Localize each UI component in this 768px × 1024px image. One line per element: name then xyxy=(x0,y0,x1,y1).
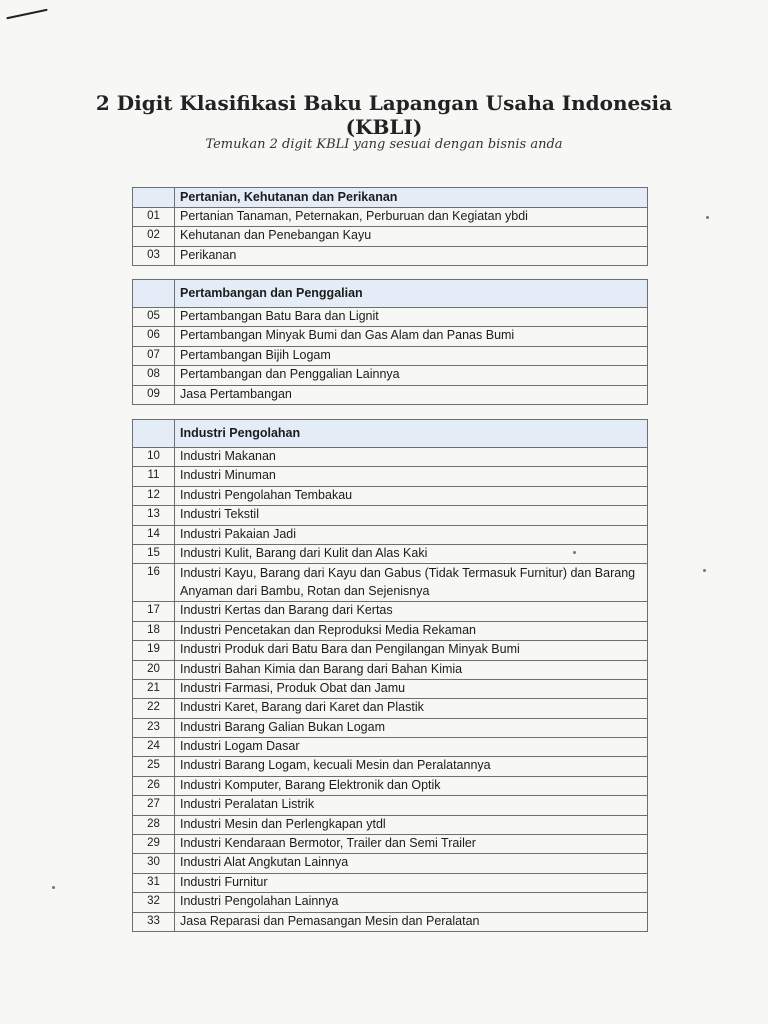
table-row xyxy=(133,699,648,718)
kbli-code: 14 xyxy=(133,525,175,544)
table-row xyxy=(133,346,648,365)
kbli-code: 20 xyxy=(133,660,175,679)
kbli-code: 10 xyxy=(133,448,175,467)
pen-stroke-mark xyxy=(6,9,47,20)
kbli-label: Industri Pencetakan dan Reproduksi Media Rekaman xyxy=(175,621,648,640)
kbli-label: Pertanian Tanaman, Peternakan, Perburuan dan Kegiatan ybdi xyxy=(175,208,648,227)
section-heading: Pertanian, Kehutanan dan Perikanan xyxy=(175,188,648,208)
table-row xyxy=(133,327,648,346)
kbli-code: 11 xyxy=(133,467,175,486)
scan-speck xyxy=(703,569,706,572)
kbli-label: Industri Komputer, Barang Elektronik dan Optik xyxy=(175,776,648,795)
document-title-line-1: 2 Digit Klasifikasi Baku Lapangan Usaha Indonesia xyxy=(95,91,673,115)
table-row xyxy=(133,796,648,815)
document-subtitle: Temukan 2 digit KBLI yang sesuai dengan bisnis anda xyxy=(205,137,563,152)
table-row xyxy=(133,544,648,563)
kbli-code: 21 xyxy=(133,679,175,698)
kbli-label: Pertambangan Batu Bara dan Lignit xyxy=(175,308,648,327)
table-row xyxy=(133,660,648,679)
kbli-label: Perikanan xyxy=(175,246,648,265)
table-row xyxy=(133,621,648,640)
kbli-label: Jasa Pertambangan xyxy=(175,385,648,404)
kbli-code: 23 xyxy=(133,718,175,737)
document-title xyxy=(0,91,768,139)
kbli-label: Industri Kayu, Barang dari Kayu dan Gabus (Tidak Termasuk Furnitur) dan Barang Anyaman dari Bambu, Rotan dan Sejenisnya xyxy=(175,564,648,602)
table-row xyxy=(133,679,648,698)
table-row xyxy=(133,448,648,467)
section-heading: Industri Pengolahan xyxy=(175,420,648,448)
scan-speck xyxy=(706,216,709,219)
kbli-code: 22 xyxy=(133,699,175,718)
kbli-label: Pertambangan Bijih Logam xyxy=(175,346,648,365)
document-title-line-2: (KBLI) xyxy=(345,115,423,139)
section-heading: Pertambangan dan Penggalian xyxy=(175,280,648,308)
kbli-label: Pertambangan dan Penggalian Lainnya xyxy=(175,366,648,385)
kbli-code: 24 xyxy=(133,738,175,757)
kbli-code: 30 xyxy=(133,854,175,873)
section-code-cell xyxy=(133,280,175,308)
kbli-code: 02 xyxy=(133,227,175,246)
table-row xyxy=(133,486,648,505)
kbli-label: Industri Tekstil xyxy=(175,506,648,525)
table-row xyxy=(133,602,648,621)
kbli-label: Industri Karet, Barang dari Karet dan Plastik xyxy=(175,699,648,718)
table-row xyxy=(133,718,648,737)
kbli-table-pertambangan xyxy=(132,279,648,405)
kbli-code: 03 xyxy=(133,246,175,265)
table-row xyxy=(133,506,648,525)
table-row xyxy=(133,385,648,404)
kbli-label: Industri Barang Galian Bukan Logam xyxy=(175,718,648,737)
kbli-label: Jasa Reparasi dan Pemasangan Mesin dan Peralatan xyxy=(175,912,648,931)
kbli-label: Industri Bahan Kimia dan Barang dari Bahan Kimia xyxy=(175,660,648,679)
kbli-code: 07 xyxy=(133,346,175,365)
table-row xyxy=(133,246,648,265)
table-row xyxy=(133,893,648,912)
kbli-label: Kehutanan dan Penebangan Kayu xyxy=(175,227,648,246)
table-row xyxy=(133,308,648,327)
kbli-label: Industri Logam Dasar xyxy=(175,738,648,757)
table-row xyxy=(133,525,648,544)
kbli-code: 15 xyxy=(133,544,175,563)
scan-speck xyxy=(52,886,55,889)
table-row xyxy=(133,641,648,660)
table-row xyxy=(133,912,648,931)
section-header-row xyxy=(133,280,648,308)
section-header-row xyxy=(133,188,648,208)
table-row xyxy=(133,738,648,757)
kbli-code: 01 xyxy=(133,208,175,227)
kbli-code: 27 xyxy=(133,796,175,815)
kbli-label: Industri Peralatan Listrik xyxy=(175,796,648,815)
kbli-label: Industri Furnitur xyxy=(175,873,648,892)
table-row xyxy=(133,366,648,385)
kbli-label: Industri Kulit, Barang dari Kulit dan Alas Kaki xyxy=(175,544,648,563)
kbli-code: 09 xyxy=(133,385,175,404)
kbli-code: 31 xyxy=(133,873,175,892)
kbli-code: 16 xyxy=(133,564,175,602)
table-row xyxy=(133,854,648,873)
kbli-code: 08 xyxy=(133,366,175,385)
kbli-label: Industri Alat Angkutan Lainnya xyxy=(175,854,648,873)
table-row xyxy=(133,776,648,795)
kbli-label: Industri Farmasi, Produk Obat dan Jamu xyxy=(175,679,648,698)
kbli-code: 06 xyxy=(133,327,175,346)
kbli-code: 32 xyxy=(133,893,175,912)
kbli-code: 17 xyxy=(133,602,175,621)
kbli-label: Industri Pengolahan Tembakau xyxy=(175,486,648,505)
kbli-label: Industri Kertas dan Barang dari Kertas xyxy=(175,602,648,621)
kbli-code: 29 xyxy=(133,835,175,854)
kbli-code: 05 xyxy=(133,308,175,327)
kbli-label: Industri Produk dari Batu Bara dan Pengilangan Minyak Bumi xyxy=(175,641,648,660)
kbli-label: Pertambangan Minyak Bumi dan Gas Alam dan Panas Bumi xyxy=(175,327,648,346)
kbli-code: 19 xyxy=(133,641,175,660)
kbli-table-pertanian xyxy=(132,187,648,266)
table-row xyxy=(133,227,648,246)
kbli-label: Industri Pengolahan Lainnya xyxy=(175,893,648,912)
section-header-row xyxy=(133,420,648,448)
kbli-code: 28 xyxy=(133,815,175,834)
kbli-label: Industri Kendaraan Bermotor, Trailer dan Semi Trailer xyxy=(175,835,648,854)
table-row xyxy=(133,815,648,834)
kbli-code: 33 xyxy=(133,912,175,931)
kbli-code: 13 xyxy=(133,506,175,525)
kbli-code: 25 xyxy=(133,757,175,776)
table-row xyxy=(133,467,648,486)
kbli-table-industri xyxy=(132,419,648,932)
kbli-code: 18 xyxy=(133,621,175,640)
kbli-code: 26 xyxy=(133,776,175,795)
section-code-cell xyxy=(133,188,175,208)
table-row xyxy=(133,835,648,854)
kbli-label: Industri Mesin dan Perlengkapan ytdl xyxy=(175,815,648,834)
section-code-cell xyxy=(133,420,175,448)
table-row xyxy=(133,564,648,602)
kbli-label: Industri Makanan xyxy=(175,448,648,467)
table-row xyxy=(133,208,648,227)
table-row xyxy=(133,757,648,776)
kbli-code: 12 xyxy=(133,486,175,505)
kbli-label: Industri Minuman xyxy=(175,467,648,486)
table-row xyxy=(133,873,648,892)
kbli-label: Industri Pakaian Jadi xyxy=(175,525,648,544)
kbli-label: Industri Barang Logam, kecuali Mesin dan Peralatannya xyxy=(175,757,648,776)
